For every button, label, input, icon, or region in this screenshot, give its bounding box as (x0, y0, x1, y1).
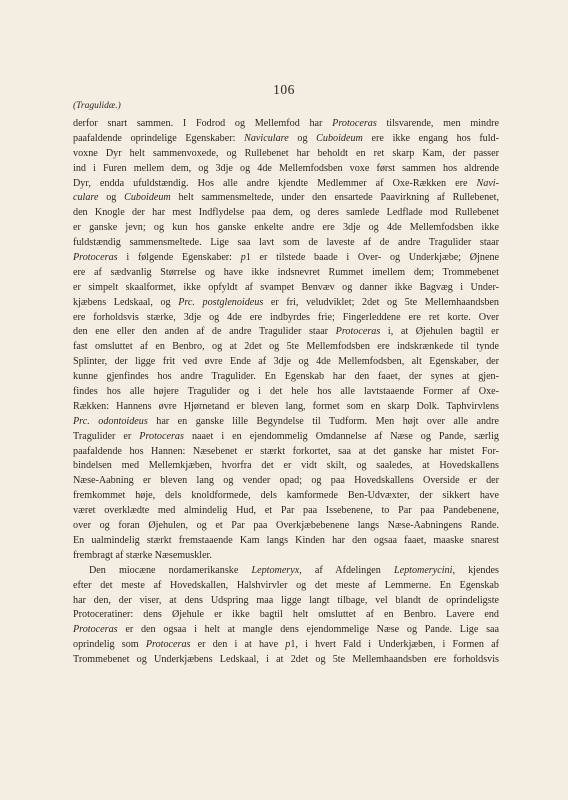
text-line (73, 266, 499, 281)
text-line (73, 549, 499, 564)
text-line (73, 236, 499, 251)
italic-term: Cuboideum (124, 192, 171, 204)
text-run: og (98, 192, 125, 204)
text-run: Rækken: Hannens øvre Hjørnetand er bleven lang, formet som en skarp Dolk. Taphvirvlens (73, 400, 499, 412)
text-run: den Knogle der har mest Indflydelse paa dem, og deres samlede Ledflade mod Rullebenet (73, 207, 499, 219)
page-number: 106 (273, 82, 295, 97)
italic-term: Prc. odontoideus (73, 415, 148, 427)
text-line (73, 296, 499, 311)
text-line (73, 623, 499, 638)
text-line (73, 132, 499, 147)
text-run: Trommebenet og Underkjæbens Ledskaal, i at 2det og 5te Mellemhaandsben ere forholdsvis (73, 654, 499, 666)
text-run: 1 er tilstede baade i Over- og Underkjæbe; Øjnene (245, 252, 499, 264)
text-run: , af Afdelingen (299, 564, 394, 576)
italic-term: Leptomerycini (393, 564, 453, 576)
text-line (73, 504, 499, 519)
italic-term: Prc. postglenoideus (178, 296, 264, 308)
text-run: ere af sædvanlig Størrelse og have ikke indsnevret Rummet imellem dem; Trommebenet (73, 266, 499, 278)
text-line (73, 221, 499, 236)
text-run: paafaldende oprindelige Egenskaber: (73, 132, 245, 144)
italic-term: p (285, 639, 291, 651)
text-run: fast omsluttet af en Benbro, og at 2det og 5te Mellemfodsben ere indskrænkede til tynde (73, 341, 499, 353)
italic-term: Naviculare (244, 132, 289, 144)
text-line (73, 191, 499, 206)
italic-term: Protoceras (335, 326, 381, 338)
text-run: Tragulider er (73, 430, 140, 442)
text-run: den ene eller den anden af de andre Tragulider staar (73, 326, 336, 338)
text-line (73, 489, 499, 504)
text-run: over og foran Øjehulen, og et Par paa Overkjæbebenene langs Næse-Aabningens Rande. (73, 520, 499, 532)
text-run: Næse-Aabning er bleven lang og vender opad; og paa Hovedskallens Overside er der (73, 475, 499, 487)
text-line (73, 519, 499, 534)
text-line (73, 534, 499, 549)
text-line (73, 206, 499, 221)
text-run: fuldstændig sammensmeltede. Lige saa lavt som de laveste af de andre Tragulider staar (73, 237, 499, 249)
text-line (73, 370, 499, 385)
text-run: findes hos alle højere Tragulider og i det hele hos alle lavtstaaende Former af Oxe- (73, 386, 499, 398)
text-line (73, 281, 499, 296)
text-run: Dyr, endda ufuldstændig. Hos alle andre kjendte Medlemmer af Oxe-Rækken ere (73, 177, 477, 189)
body-text (73, 117, 499, 668)
text-run: Den miocæne nordamerikanske (89, 564, 252, 576)
text-line (73, 415, 499, 430)
text-run: efter det meste af Hovedskallen, Halshvirvler og det meste af Lemmerne. En Egenskab (73, 579, 499, 591)
text-run: er ganske jevn; og kun hos ganske enkelte andre ere 3dje og 4de Mellemfodsben ikke (73, 222, 499, 234)
italic-term: Protoceras (73, 252, 118, 264)
text-line (73, 147, 499, 162)
text-run: paafaldende hos Hannen: Næsebenet er stærkt forkortet, saa at det ganske har mistet For- (73, 445, 499, 457)
italic-term: culare (73, 192, 99, 204)
text-run: har en ganske lille Begyndelse til Tudform. Men højt over alle andre (147, 415, 499, 427)
text-line (73, 474, 499, 489)
text-run: naaet i en ejendommelig Omdannelse af Næse og Pande, særlig (183, 430, 499, 442)
text-run: har den, der viser, at dens Udspring maa ligge langt tilbage, vel blandt de oprindeligste (73, 594, 499, 606)
text-run: , kjendes (452, 564, 499, 576)
text-line (73, 355, 499, 370)
running-head: (Tragulidæ.) (73, 101, 121, 111)
italic-term: Navi- (476, 177, 499, 189)
text-line (73, 117, 499, 132)
italic-term: Protoceras (332, 118, 377, 129)
text-run: er den i at have (190, 639, 286, 651)
text-line (73, 445, 499, 460)
text-run: Protoceratiner: dens Øjehule er ikke bagtil helt omsluttet af en Benbro. Lavere end (73, 609, 499, 621)
text-run: er simpelt skaalformet, ikke opfyldt af svampet Benvæv og danner ikke Bagvæg i Under- (73, 281, 499, 293)
text-line (73, 430, 499, 445)
text-line (73, 608, 499, 623)
text-run: tilsvarende, men mindre (376, 118, 499, 129)
text-run: En ualmindelig stærkt fremstaaende Kam langs Kinden har den ogsaa faaet, maaske snarest (73, 534, 499, 546)
text-run: oprindelig som (73, 639, 146, 651)
text-run: frembragt af stærke Næsemuskler. (73, 549, 212, 561)
text-run: været overklædte med almindelig Hud, et Par paa Issebenene, to Par paa Pandebenene, (73, 505, 499, 517)
text-run: ere ikke engang hos fuld- (362, 132, 499, 144)
italic-term: p (240, 252, 246, 264)
italic-term: Protoceras (73, 624, 118, 636)
text-run: helt sammensmeltede, under den ensartede Paavirkning af Rullebenet, (170, 192, 499, 204)
text-line (73, 385, 499, 400)
italic-term: Cuboideum (316, 132, 363, 144)
text-run: i følgende Egenskaber: (117, 252, 241, 264)
italic-term: Protoceras (139, 430, 184, 442)
text-run: ere forholdsvis stærke, 3dje og 4de ere indbyrdes frie; Fingerleddene ere ret korte. Over (73, 311, 499, 323)
text-run: kjæbens Ledskaal, og (73, 296, 179, 308)
text-line (73, 579, 499, 594)
text-line (73, 400, 499, 415)
text-line (73, 594, 499, 609)
italic-term: Protoceras (145, 639, 191, 651)
text-run: bindelsen med Mellemkjæben, hvorfra det er vidt skilt, og saaledes, at Hovedskallens (73, 460, 499, 472)
text-run: er fri, veludviklet; 2det og 5te Mellemhaandsben (263, 296, 499, 308)
text-run: kunne gjenfindes hos andre Tragulider. En Egenskab har den faaet, der synes at gjen- (73, 371, 499, 383)
text-line (73, 340, 499, 355)
text-run: i, at Øjehulen bagtil er (380, 326, 499, 338)
text-line (73, 311, 499, 326)
text-line (73, 325, 499, 340)
text-run: derfor snart sammen. I Fodrod og Mellemfod har (73, 118, 333, 129)
text-line (73, 162, 499, 177)
text-line (73, 638, 499, 653)
text-line (73, 459, 499, 474)
text-run: ind i Furen mellem dem, og 3dje og 4de Mellemfodsben voxe først sammen hos aldrende (73, 162, 499, 174)
italic-term: Leptomeryx (251, 564, 300, 576)
text-run: er den ogsaa i helt at mangle dens ejendommelige Næse og Pande. Lige saa (117, 624, 499, 636)
text-line (73, 251, 499, 266)
text-run: voxne Dyr helt sammenvoxede, og Rullebenet har beholdt en ret skarp Kam, der passer (73, 147, 499, 159)
text-run: og (288, 132, 317, 144)
text-line (73, 564, 499, 579)
text-run: fremkommet høje, dels knoldformede, dels kamformede Ben-Udvæxter, der sikkert have (73, 490, 499, 502)
text-run: Splinter, der ligge frit ved øvre Ende af 3dje og 4de Mellemfodsben, alt Egenskaber, der (73, 356, 499, 368)
text-run: 1, i hvert Fald i Underkjæben, i Formen af (290, 639, 499, 651)
text-line (73, 177, 499, 192)
text-line (73, 653, 499, 668)
